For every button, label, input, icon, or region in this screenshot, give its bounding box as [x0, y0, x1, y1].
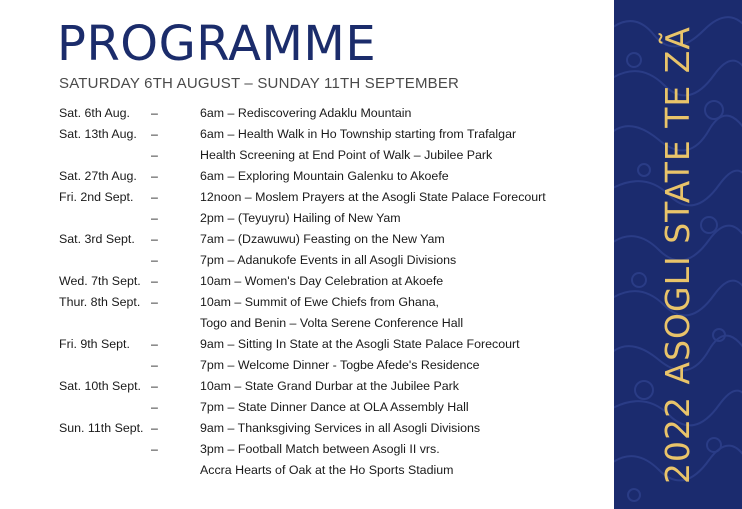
page-title: PROGRAMME	[57, 16, 377, 72]
schedule-row	[59, 103, 609, 124]
schedule-row	[59, 145, 609, 166]
schedule-event: 10am – Women's Day Celebration at Akoefe	[200, 274, 444, 288]
event-banner-text: 2022 ASOGLI STATE TE ZÃ	[658, 25, 697, 484]
schedule-event: 7pm – Adanukofe Events in all Asogli Divisions	[200, 253, 457, 267]
schedule-row	[59, 418, 609, 439]
schedule-row	[59, 250, 609, 271]
schedule-row	[59, 208, 609, 229]
schedule-date: Sat. 13th Aug.	[59, 127, 137, 141]
schedule-dash: –	[151, 106, 158, 120]
schedule-dash: –	[151, 232, 158, 246]
schedule-event: 9am – Thanksgiving Services in all Asogli Divisions	[200, 421, 481, 435]
schedule-event: 2pm – (Teyuyru) Hailing of New Yam	[200, 211, 401, 225]
schedule-event: Accra Hearts of Oak at the Ho Sports Stadium	[200, 463, 454, 477]
schedule-date: Wed. 7th Sept.	[59, 274, 141, 288]
schedule-dash: –	[151, 211, 158, 225]
schedule-dash: –	[151, 400, 158, 414]
schedule-row	[59, 355, 609, 376]
schedule-event: 3pm – Football Match between Asogli II vrs.	[200, 442, 440, 456]
schedule-row	[59, 397, 609, 418]
schedule-row	[59, 439, 609, 460]
schedule-event: 6am – Health Walk in Ho Township starting from Trafalgar	[200, 127, 517, 141]
schedule-event: 9am – Sitting In State at the Asogli State Palace Forecourt	[200, 337, 520, 351]
schedule-event: 10am – State Grand Durbar at the Jubilee Park	[200, 379, 459, 393]
schedule-date: Fri. 2nd Sept.	[59, 190, 134, 204]
schedule-dash: –	[151, 442, 158, 456]
schedule-dash: –	[151, 148, 158, 162]
schedule-date: Sat. 27th Aug.	[59, 169, 137, 183]
schedule-dash: –	[151, 274, 158, 288]
schedule-event: 10am – Summit of Ewe Chiefs from Ghana,	[200, 295, 439, 309]
schedule-row	[59, 334, 609, 355]
schedule-row	[59, 376, 609, 397]
schedule-dash: –	[151, 337, 158, 351]
decorative-side-panel	[614, 0, 742, 509]
schedule-dash: –	[151, 190, 158, 204]
schedule-dash: –	[151, 421, 158, 435]
schedule-row	[59, 166, 609, 187]
schedule-row	[59, 292, 609, 313]
schedule-date: Sun. 11th Sept.	[59, 421, 144, 435]
schedule-event: 7pm – State Dinner Dance at OLA Assembly Hall	[200, 400, 469, 414]
date-range-subtitle: SATURDAY 6TH AUGUST – SUNDAY 11TH SEPTEMBER	[59, 75, 460, 92]
schedule-row	[59, 460, 609, 481]
schedule-event: 6am – Exploring Mountain Galenku to Akoefe	[200, 169, 449, 183]
schedule-event: Health Screening at End Point of Walk – Jubilee Park	[200, 148, 493, 162]
schedule-event: 6am – Rediscovering Adaklu Mountain	[200, 106, 412, 120]
schedule-row	[59, 229, 609, 250]
schedule-date: Fri. 9th Sept.	[59, 337, 130, 351]
schedule-dash: –	[151, 379, 158, 393]
schedule-row	[59, 313, 609, 334]
schedule-event: 7am – (Dzawuwu) Feasting on the New Yam	[200, 232, 445, 246]
schedule-row	[59, 124, 609, 145]
schedule-event: Togo and Benin – Volta Serene Conference Hall	[200, 316, 464, 330]
schedule-date: Thur. 8th Sept.	[59, 295, 141, 309]
schedule-row	[59, 187, 609, 208]
schedule-date: Sat. 6th Aug.	[59, 106, 130, 120]
schedule-date: Sat. 10th Sept.	[59, 379, 141, 393]
schedule-event: 7pm – Welcome Dinner - Togbe Afede's Residence	[200, 358, 480, 372]
schedule-dash: –	[151, 169, 158, 183]
schedule-date: Sat. 3rd Sept.	[59, 232, 135, 246]
schedule-dash: –	[151, 253, 158, 267]
schedule-dash: –	[151, 295, 158, 309]
schedule-dash: –	[151, 127, 158, 141]
schedule-event: 12noon – Moslem Prayers at the Asogli State Palace Forecourt	[200, 190, 546, 204]
schedule-list	[59, 103, 609, 481]
schedule-dash: –	[151, 358, 158, 372]
schedule-row	[59, 271, 609, 292]
